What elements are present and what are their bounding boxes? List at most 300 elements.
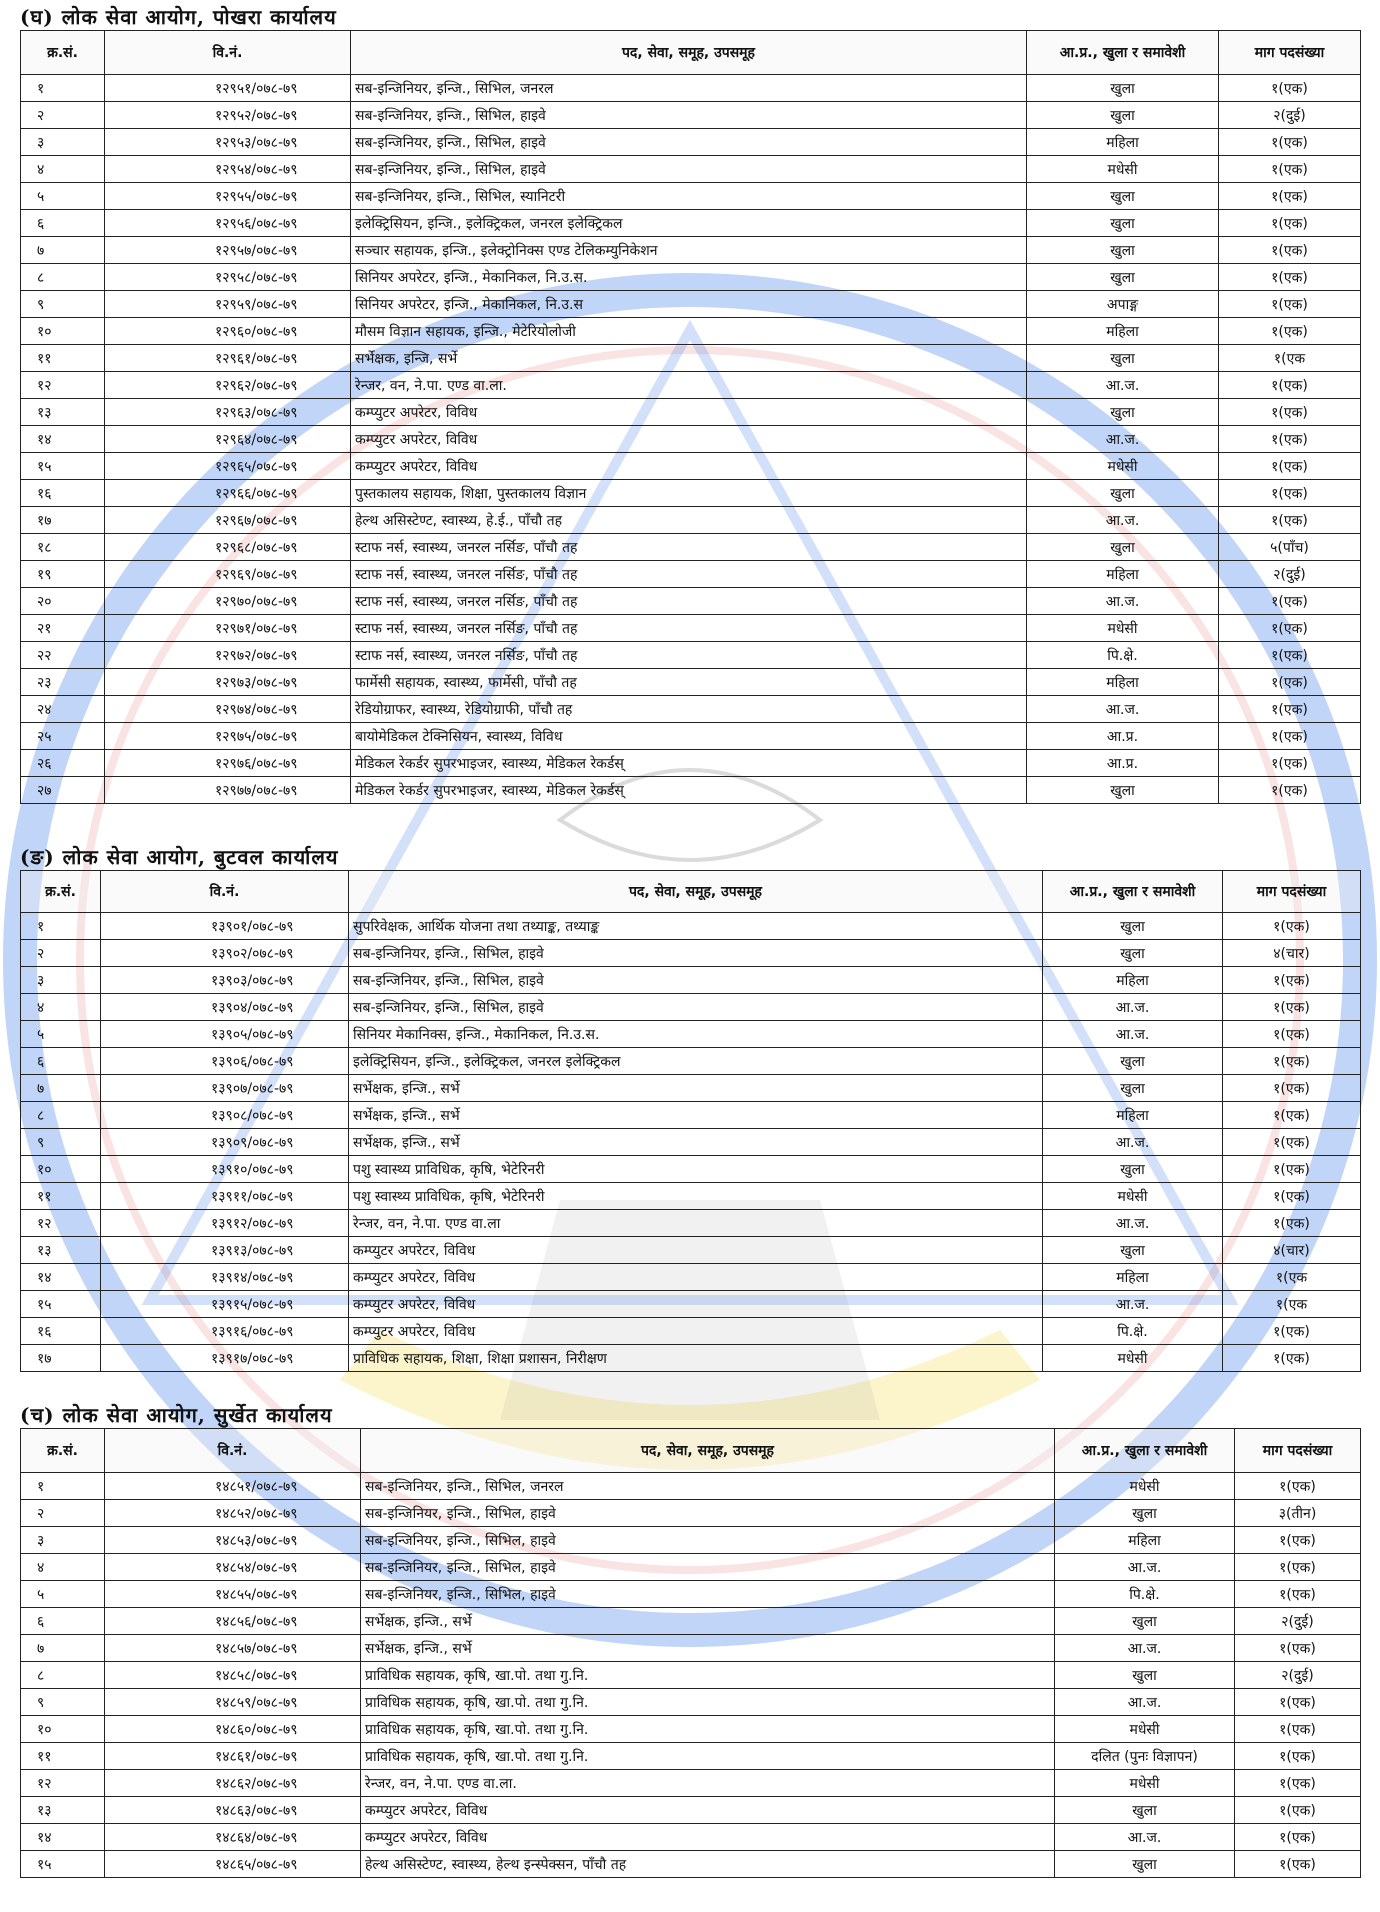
cell-category: खुला — [1043, 940, 1223, 967]
cell-count: १(एक) — [1223, 1210, 1361, 1237]
cell-count: १(एक) — [1219, 426, 1361, 453]
cell-post: सर्भेक्षक, इन्जि., सर्भे — [349, 1075, 1043, 1102]
cell-post: हेल्थ असिस्टेण्ट, स्वास्थ्य, हेल्थ इन्स्पेक्सन, पाँचौ तह — [361, 1851, 1055, 1878]
cell-serial: २५ — [21, 723, 105, 750]
cell-post: बायोमेडिकल टेक्निसियन, स्वास्थ्य, विविध — [351, 723, 1027, 750]
cell-count: १(एक) — [1235, 1851, 1361, 1878]
cell-count: २(दुई) — [1219, 102, 1361, 129]
header-ap: आ.प्र., खुला र समावेशी — [1055, 1429, 1235, 1473]
cell-serial: १० — [21, 1716, 105, 1743]
cell-serial: ५ — [21, 183, 105, 210]
cell-serial: ७ — [21, 1075, 101, 1102]
cell-category: आ.ज. — [1043, 1021, 1223, 1048]
cell-post: प्राविधिक सहायक, कृषि, खा.पो. तथा गु.नि. — [361, 1716, 1055, 1743]
cell-serial: १४ — [21, 1264, 101, 1291]
table-row — [21, 642, 1361, 669]
cell-serial: ९ — [21, 291, 105, 318]
table-row — [21, 1554, 1361, 1581]
cell-category: आ.ज. — [1055, 1689, 1235, 1716]
cell-serial: १४ — [21, 426, 105, 453]
table-row — [21, 156, 1361, 183]
cell-post: प्राविधिक सहायक, कृषि, खा.पो. तथा गु.नि. — [361, 1743, 1055, 1770]
cell-serial: २ — [21, 1500, 105, 1527]
cell-post: सर्भेक्षक, इन्जि., सर्भे — [349, 1129, 1043, 1156]
table-row — [21, 1581, 1361, 1608]
cell-ad-number: १२९६७/०७८-७९ — [105, 507, 351, 534]
cell-category: महिला — [1027, 561, 1219, 588]
table-row — [21, 1473, 1361, 1500]
cell-serial: ४ — [21, 1554, 105, 1581]
table-row — [21, 696, 1361, 723]
cell-post: सर्भेक्षक, इन्जि., सर्भे — [349, 1102, 1043, 1129]
cell-category: आ.ज. — [1055, 1635, 1235, 1662]
cell-ad-number: १४८५३/०७८-७९ — [105, 1527, 361, 1554]
cell-category: खुला — [1055, 1608, 1235, 1635]
table-row — [21, 1156, 1361, 1183]
cell-ad-number: १२९५१/०७८-७९ — [105, 75, 351, 102]
cell-count: १(एक) — [1223, 994, 1361, 1021]
cell-count: १(एक) — [1219, 696, 1361, 723]
table-row — [21, 1689, 1361, 1716]
table-row — [21, 1824, 1361, 1851]
cell-ad-number: १३९०६/०७८-७९ — [101, 1048, 349, 1075]
cell-count: १(एक) — [1219, 372, 1361, 399]
table-row — [21, 1797, 1361, 1824]
cell-ad-number: १२९५३/०७८-७९ — [105, 129, 351, 156]
cell-ad-number: १२९७३/०७८-७९ — [105, 669, 351, 696]
cell-category: आ.ज. — [1027, 507, 1219, 534]
cell-ad-number: १३९१६/०७८-७९ — [101, 1318, 349, 1345]
cell-count: १(एक) — [1219, 615, 1361, 642]
cell-ad-number: १२९७१/०७८-७९ — [105, 615, 351, 642]
cell-post: स्टाफ नर्स, स्वास्थ्य, जनरल नर्सिङ, पाँचौ तह — [351, 534, 1027, 561]
cell-category: आ.ज. — [1027, 696, 1219, 723]
cell-post: मेडिकल रेकर्डर सुपरभाइजर, स्वास्थ्य, मेडिकल रेकर्डस् — [351, 777, 1027, 804]
cell-category: आ.ज. — [1043, 1291, 1223, 1318]
table-row — [21, 1210, 1361, 1237]
cell-post: सब-इन्जिनियर, इन्जि., सिभिल, हाइवे — [361, 1554, 1055, 1581]
cell-ad-number: १४८५६/०७८-७९ — [105, 1608, 361, 1635]
cell-serial: २२ — [21, 642, 105, 669]
header-ap: आ.प्र., खुला र समावेशी — [1043, 871, 1223, 913]
table-row — [21, 1743, 1361, 1770]
table-row — [21, 1318, 1361, 1345]
cell-count: १(एक) — [1219, 588, 1361, 615]
cell-category: महिला — [1055, 1527, 1235, 1554]
cell-category: खुला — [1055, 1851, 1235, 1878]
cell-serial: ९ — [21, 1129, 101, 1156]
table-row — [21, 210, 1361, 237]
cell-serial: १५ — [21, 1851, 105, 1878]
cell-post: सर्भेक्षक, इन्जि., सर्भे — [361, 1608, 1055, 1635]
table-header-row — [21, 871, 1361, 913]
cell-count: १(एक) — [1235, 1527, 1361, 1554]
cell-serial: १७ — [21, 507, 105, 534]
cell-post: प्राविधिक सहायक, शिक्षा, शिक्षा प्रशासन, निरीक्षण — [349, 1345, 1043, 1372]
table-row — [21, 750, 1361, 777]
header-sn: क्र.सं. — [21, 871, 101, 913]
cell-category: पि.क्षे. — [1043, 1318, 1223, 1345]
table-row — [21, 777, 1361, 804]
cell-count: १(एक — [1219, 345, 1361, 372]
cell-post: फार्मेसी सहायक, स्वास्थ्य, फार्मेसी, पाँचौ तह — [351, 669, 1027, 696]
cell-ad-number: १३९१२/०७८-७९ — [101, 1210, 349, 1237]
table-row — [21, 1183, 1361, 1210]
cell-serial: २७ — [21, 777, 105, 804]
header-count: माग पदसंख्या — [1219, 31, 1361, 75]
cell-category: मधेसी — [1055, 1473, 1235, 1500]
cell-serial: १२ — [21, 372, 105, 399]
cell-ad-number: १२९६५/०७८-७९ — [105, 453, 351, 480]
cell-ad-number: १३९१७/०७८-७९ — [101, 1345, 349, 1372]
cell-ad-number: १२९५६/०७८-७९ — [105, 210, 351, 237]
cell-serial: १० — [21, 318, 105, 345]
table-row — [21, 1237, 1361, 1264]
cell-serial: २१ — [21, 615, 105, 642]
cell-serial: १० — [21, 1156, 101, 1183]
cell-category: खुला — [1027, 102, 1219, 129]
cell-count: ५(पाँच) — [1219, 534, 1361, 561]
cell-category: खुला — [1055, 1662, 1235, 1689]
cell-ad-number: १४८५५/०७८-७९ — [105, 1581, 361, 1608]
cell-serial: १३ — [21, 1797, 105, 1824]
cell-serial: २ — [21, 102, 105, 129]
cell-count: २(दुई) — [1219, 561, 1361, 588]
cell-count: १(एक) — [1235, 1689, 1361, 1716]
cell-serial: २६ — [21, 750, 105, 777]
cell-category: खुला — [1027, 534, 1219, 561]
table-row — [21, 102, 1361, 129]
table-header-row — [21, 1429, 1361, 1473]
cell-serial: ११ — [21, 1743, 105, 1770]
cell-ad-number: १२९६९/०७८-७९ — [105, 561, 351, 588]
cell-post: सब-इन्जिनियर, इन्जि., सिभिल, हाइवे — [351, 102, 1027, 129]
cell-ad-number: १४८६३/०७८-७९ — [105, 1797, 361, 1824]
header-vn: वि.नं. — [101, 871, 349, 913]
cell-post: रेडियोग्राफर, स्वास्थ्य, रेडियोग्राफी, पाँचौ तह — [351, 696, 1027, 723]
cell-category: आ.प्र. — [1027, 723, 1219, 750]
cell-ad-number: १२९६२/०७८-७९ — [105, 372, 351, 399]
cell-category: मधेसी — [1027, 453, 1219, 480]
cell-ad-number: १२९६०/०७८-७९ — [105, 318, 351, 345]
cell-serial: २ — [21, 940, 101, 967]
cell-ad-number: १३९११/०७८-७९ — [101, 1183, 349, 1210]
cell-post: सब-इन्जिनियर, इन्जि., सिभिल, हाइवे — [361, 1581, 1055, 1608]
cell-post: सर्भेक्षक, इन्जि, सर्भे — [351, 345, 1027, 372]
cell-post: सुपरिवेक्षक, आर्थिक योजना तथा तथ्याङ्क, तथ्याङ्क — [349, 913, 1043, 940]
cell-count: १(एक) — [1223, 1318, 1361, 1345]
cell-post: सञ्चार सहायक, इन्जि., इलेक्ट्रोनिक्स एण्ड टेलिकम्युनिकेशन — [351, 237, 1027, 264]
cell-ad-number: १४८५८/०७८-७९ — [105, 1662, 361, 1689]
table-row — [21, 183, 1361, 210]
cell-count: १(एक — [1223, 1264, 1361, 1291]
table-row — [21, 75, 1361, 102]
cell-category: दलित (पुनः विज्ञापन) — [1055, 1743, 1235, 1770]
header-sn: क्र.सं. — [21, 31, 105, 75]
cell-category: खुला — [1043, 1156, 1223, 1183]
cell-category: मधेसी — [1055, 1716, 1235, 1743]
cell-category: महिला — [1043, 1102, 1223, 1129]
cell-serial: ४ — [21, 994, 101, 1021]
table-row — [21, 129, 1361, 156]
cell-post: कम्प्युटर अपरेटर, विविध — [349, 1291, 1043, 1318]
cell-count: १(एक) — [1223, 1156, 1361, 1183]
cell-ad-number: १२९५५/०७८-७९ — [105, 183, 351, 210]
cell-category: आ.ज. — [1043, 1129, 1223, 1156]
cell-serial: १७ — [21, 1345, 101, 1372]
cell-post: कम्प्युटर अपरेटर, विविध — [351, 399, 1027, 426]
cell-category: मधेसी — [1043, 1345, 1223, 1372]
table-row — [21, 507, 1361, 534]
cell-serial: २३ — [21, 669, 105, 696]
table-row — [21, 1527, 1361, 1554]
cell-count: १(एक) — [1223, 1102, 1361, 1129]
vacancy-table — [20, 870, 1361, 1372]
cell-post: स्टाफ नर्स, स्वास्थ्य, जनरल नर्सिङ, पाँचौ तह — [351, 588, 1027, 615]
cell-post: सब-इन्जिनियर, इन्जि., सिभिल, स्यानिटरी — [351, 183, 1027, 210]
cell-category: खुला — [1027, 345, 1219, 372]
table-row — [21, 940, 1361, 967]
table-header-row — [21, 31, 1361, 75]
cell-ad-number: १४८५९/०७८-७९ — [105, 1689, 361, 1716]
vacancy-table — [20, 30, 1361, 804]
cell-category: खुला — [1043, 913, 1223, 940]
table-row — [21, 1500, 1361, 1527]
cell-ad-number: १२९७५/०७८-७९ — [105, 723, 351, 750]
cell-category: आ.ज. — [1055, 1824, 1235, 1851]
cell-count: १(एक) — [1219, 777, 1361, 804]
table-row — [21, 1291, 1361, 1318]
cell-category: मधेसी — [1043, 1183, 1223, 1210]
cell-post: प्राविधिक सहायक, कृषि, खा.पो. तथा गु.नि. — [361, 1689, 1055, 1716]
vacancy-table — [20, 1428, 1361, 1878]
table-row — [21, 669, 1361, 696]
cell-post: कम्प्युटर अपरेटर, विविध — [361, 1797, 1055, 1824]
table-row — [21, 1662, 1361, 1689]
table-row — [21, 1770, 1361, 1797]
cell-count: १(एक) — [1219, 183, 1361, 210]
cell-ad-number: १४८५४/०७८-७९ — [105, 1554, 361, 1581]
table-row — [21, 318, 1361, 345]
cell-count: १(एक) — [1219, 750, 1361, 777]
cell-count: ४(चार) — [1223, 940, 1361, 967]
cell-post: कम्प्युटर अपरेटर, विविध — [349, 1237, 1043, 1264]
cell-post: पुस्तकालय सहायक, शिक्षा, पुस्तकालय विज्ञान — [351, 480, 1027, 507]
cell-count: १(एक) — [1235, 1581, 1361, 1608]
cell-category: खुला — [1027, 237, 1219, 264]
cell-category: महिला — [1027, 669, 1219, 696]
cell-ad-number: १४८६१/०७८-७९ — [105, 1743, 361, 1770]
cell-category: मधेसी — [1055, 1770, 1235, 1797]
cell-post: कम्प्युटर अपरेटर, विविध — [351, 453, 1027, 480]
cell-post: कम्प्युटर अपरेटर, विविध — [349, 1264, 1043, 1291]
section-heading: (घ) लोक सेवा आयोग, पोखरा कार्यालय — [20, 5, 337, 29]
section-pokhara — [20, 4, 1360, 804]
cell-count: १(एक) — [1219, 129, 1361, 156]
table-row — [21, 615, 1361, 642]
cell-ad-number: १४८६४/०७८-७९ — [105, 1824, 361, 1851]
cell-count: १(एक) — [1223, 913, 1361, 940]
cell-category: महिला — [1043, 967, 1223, 994]
cell-count: १(एक) — [1223, 1129, 1361, 1156]
cell-category: खुला — [1027, 183, 1219, 210]
table-row — [21, 480, 1361, 507]
cell-category: पि.क्षे. — [1027, 642, 1219, 669]
table-row — [21, 588, 1361, 615]
cell-serial: १४ — [21, 1824, 105, 1851]
cell-serial: १ — [21, 913, 101, 940]
cell-post: कम्प्युटर अपरेटर, विविध — [351, 426, 1027, 453]
cell-ad-number: १३९०२/०७८-७९ — [101, 940, 349, 967]
cell-count: १(एक) — [1223, 1345, 1361, 1372]
table-row — [21, 994, 1361, 1021]
cell-count: ३(तीन) — [1235, 1500, 1361, 1527]
table-row — [21, 967, 1361, 994]
header-count: माग पदसंख्या — [1235, 1429, 1361, 1473]
cell-count: १(एक) — [1219, 480, 1361, 507]
table-row — [21, 372, 1361, 399]
cell-ad-number: १२९६६/०७८-७९ — [105, 480, 351, 507]
header-sn: क्र.सं. — [21, 1429, 105, 1473]
cell-ad-number: १२९५२/०७८-७९ — [105, 102, 351, 129]
cell-serial: ५ — [21, 1581, 105, 1608]
cell-post: सब-इन्जिनियर, इन्जि., सिभिल, हाइवे — [351, 129, 1027, 156]
cell-ad-number: १२९५८/०७८-७९ — [105, 264, 351, 291]
cell-count: १(एक) — [1223, 1183, 1361, 1210]
cell-serial: ९ — [21, 1689, 105, 1716]
cell-category: खुला — [1055, 1500, 1235, 1527]
cell-post: पशु स्वास्थ्य प्राविधिक, कृषि, भेटेरिनरी — [349, 1183, 1043, 1210]
cell-serial: १ — [21, 1473, 105, 1500]
cell-ad-number: १२९६४/०७८-७९ — [105, 426, 351, 453]
cell-serial: ३ — [21, 967, 101, 994]
cell-ad-number: १३९०७/०७८-७९ — [101, 1075, 349, 1102]
cell-serial: ४ — [21, 156, 105, 183]
cell-count: १(एक) — [1219, 75, 1361, 102]
cell-post: सब-इन्जिनियर, इन्जि., सिभिल, हाइवे — [351, 156, 1027, 183]
cell-ad-number: १२९७२/०७८-७९ — [105, 642, 351, 669]
cell-post: सब-इन्जिनियर, इन्जि., सिभिल, हाइवे — [361, 1500, 1055, 1527]
cell-category: खुला — [1027, 777, 1219, 804]
table-row — [21, 561, 1361, 588]
cell-serial: ३ — [21, 1527, 105, 1554]
header-vn: वि.नं. — [105, 1429, 361, 1473]
cell-serial: १६ — [21, 1318, 101, 1345]
cell-count: १(एक) — [1219, 318, 1361, 345]
cell-count: १(एक) — [1235, 1743, 1361, 1770]
cell-post: हेल्थ असिस्टेण्ट, स्वास्थ्य, हे.ई., पाँचौ तह — [351, 507, 1027, 534]
cell-ad-number: १२९६३/०७८-७९ — [105, 399, 351, 426]
cell-post: प्राविधिक सहायक, कृषि, खा.पो. तथा गु.नि. — [361, 1662, 1055, 1689]
cell-ad-number: १४८५१/०७८-७९ — [105, 1473, 361, 1500]
cell-ad-number: १३९१५/०७८-७९ — [101, 1291, 349, 1318]
cell-category: आ.ज. — [1055, 1554, 1235, 1581]
cell-count: १(एक) — [1219, 237, 1361, 264]
cell-post: सिनियर मेकानिक्स, इन्जि., मेकानिकल, नि.उ.स. — [349, 1021, 1043, 1048]
cell-serial: ६ — [21, 210, 105, 237]
cell-count: १(एक) — [1223, 1075, 1361, 1102]
cell-serial: ५ — [21, 1021, 101, 1048]
cell-category: खुला — [1043, 1075, 1223, 1102]
cell-post: सब-इन्जिनियर, इन्जि., सिभिल, जनरल — [361, 1473, 1055, 1500]
table-body — [21, 75, 1361, 804]
cell-ad-number: १२९५९/०७८-७९ — [105, 291, 351, 318]
cell-serial: १३ — [21, 399, 105, 426]
table-body — [21, 1473, 1361, 1878]
header-count: माग पदसंख्या — [1223, 871, 1361, 913]
cell-count: १(एक) — [1235, 1716, 1361, 1743]
header-ap: आ.प्र., खुला र समावेशी — [1027, 31, 1219, 75]
cell-post: स्टाफ नर्स, स्वास्थ्य, जनरल नर्सिङ, पाँचौ तह — [351, 561, 1027, 588]
cell-post: कम्प्युटर अपरेटर, विविध — [349, 1318, 1043, 1345]
table-row — [21, 345, 1361, 372]
cell-post: सिनियर अपरेटर, इन्जि., मेकानिकल, नि.उ.स. — [351, 264, 1027, 291]
cell-serial: ६ — [21, 1608, 105, 1635]
cell-count: १(एक) — [1235, 1770, 1361, 1797]
cell-category: अपाङ्ग — [1027, 291, 1219, 318]
cell-ad-number: १३९०८/०७८-७९ — [101, 1102, 349, 1129]
cell-ad-number: १२९७६/०७८-७९ — [105, 750, 351, 777]
cell-post: मेडिकल रेकर्डर सुपरभाइजर, स्वास्थ्य, मेडिकल रेकर्डस् — [351, 750, 1027, 777]
cell-count: १(एक) — [1219, 669, 1361, 696]
cell-ad-number: १३९१३/०७८-७९ — [101, 1237, 349, 1264]
cell-post: स्टाफ नर्स, स्वास्थ्य, जनरल नर्सिङ, पाँचौ तह — [351, 642, 1027, 669]
table-row — [21, 723, 1361, 750]
cell-ad-number: १३९०३/०७८-७९ — [101, 967, 349, 994]
cell-count: १(एक) — [1219, 723, 1361, 750]
table-row — [21, 1716, 1361, 1743]
cell-post: पशु स्वास्थ्य प्राविधिक, कृषि, भेटेरिनरी — [349, 1156, 1043, 1183]
table-row — [21, 264, 1361, 291]
header-vn: वि.नं. — [105, 31, 351, 75]
cell-category: खुला — [1055, 1797, 1235, 1824]
cell-serial: ८ — [21, 1102, 101, 1129]
cell-category: आ.ज. — [1027, 426, 1219, 453]
cell-count: १(एक) — [1219, 156, 1361, 183]
cell-ad-number: १४८६२/०७८-७९ — [105, 1770, 361, 1797]
cell-ad-number: १२९७४/०७८-७९ — [105, 696, 351, 723]
cell-category: आ.ज. — [1043, 1210, 1223, 1237]
cell-count: १(एक) — [1219, 399, 1361, 426]
cell-serial: ८ — [21, 1662, 105, 1689]
table-row — [21, 453, 1361, 480]
cell-ad-number: १३९०४/०७८-७९ — [101, 994, 349, 1021]
table-row — [21, 1048, 1361, 1075]
cell-post: सब-इन्जिनियर, इन्जि., सिभिल, जनरल — [351, 75, 1027, 102]
cell-serial: १२ — [21, 1210, 101, 1237]
cell-serial: ११ — [21, 345, 105, 372]
cell-count: १(एक) — [1235, 1635, 1361, 1662]
cell-post: रेन्जर, वन, ने.पा. एण्ड वा.ला. — [361, 1770, 1055, 1797]
cell-count: १(एक) — [1219, 642, 1361, 669]
cell-ad-number: १२९७०/०७८-७९ — [105, 588, 351, 615]
cell-count: १(एक) — [1219, 264, 1361, 291]
cell-category: महिला — [1043, 1264, 1223, 1291]
table-row — [21, 291, 1361, 318]
cell-ad-number: १३९०५/०७८-७९ — [101, 1021, 349, 1048]
cell-category: आ.ज. — [1043, 994, 1223, 1021]
cell-post: रेन्जर, वन, ने.पा. एण्ड वा.ला — [349, 1210, 1043, 1237]
table-row — [21, 1635, 1361, 1662]
cell-post: सिनियर अपरेटर, इन्जि., मेकानिकल, नि.उ.स — [351, 291, 1027, 318]
cell-post: कम्प्युटर अपरेटर, विविध — [361, 1824, 1055, 1851]
table-row — [21, 1345, 1361, 1372]
section-heading: (ङ) लोक सेवा आयोग, बुटवल कार्यालय — [20, 845, 339, 869]
cell-serial: ७ — [21, 237, 105, 264]
cell-count: १(एक) — [1219, 453, 1361, 480]
cell-serial: १८ — [21, 534, 105, 561]
table-row — [21, 1129, 1361, 1156]
